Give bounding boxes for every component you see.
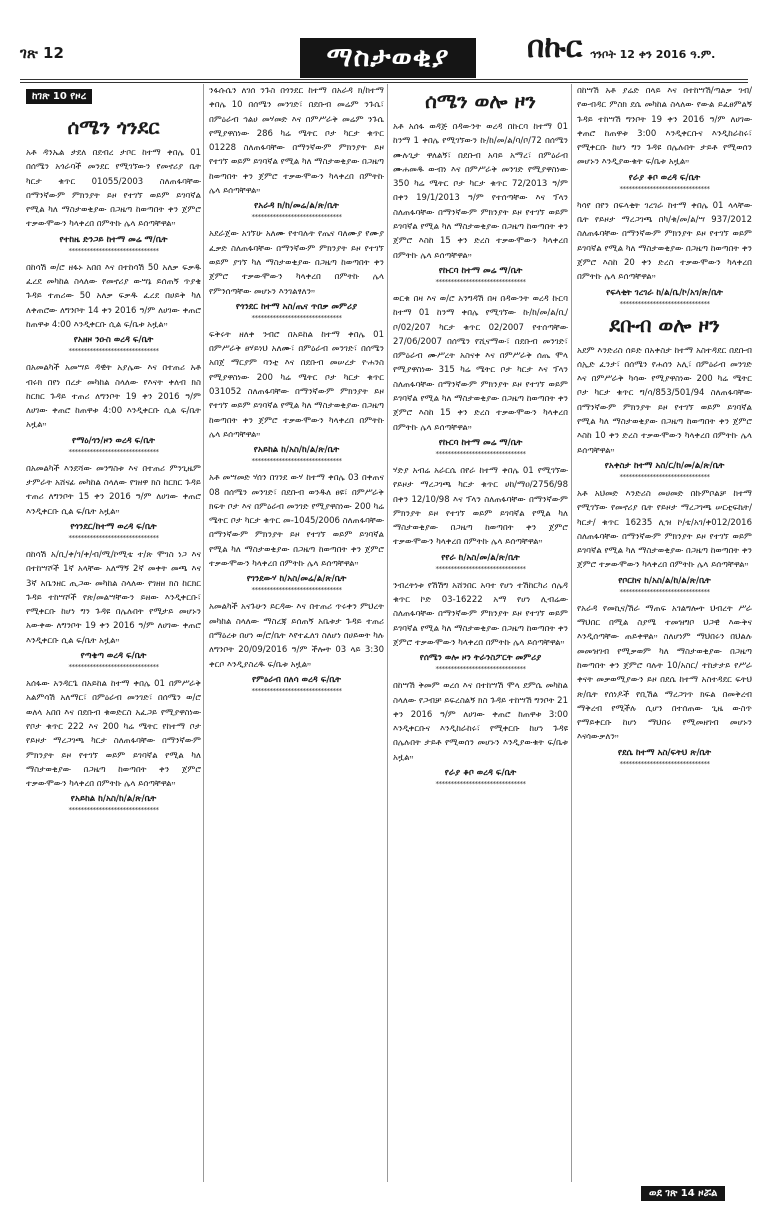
separator-stars: ****************************** [68,663,159,672]
region-heading: ሰሜን ወሎ ዞን [425,89,536,113]
separator-stars: ****************************** [68,246,159,255]
notice-signature: የኩርባ ከተማ መሬ ማ/ቤት [438,437,523,448]
notice-signature: የአዘዞ ንዑስ ወረዳ ፍ/ቤት [73,335,154,346]
notice-text: አቶ አሰፋ ወዳጅ በዳውንት ወረዳ በኩርባ ከተማ 01 ከንማ 1 ቀበሌ የሚገኘውን ኩ/ከ/መ/ል/ባ/ቦ/72 በሰሜን ሙሉጊታ ዋለልኝ፣ በደቡብ አባይ አማረ፣ በምዕራብ ሙሐመዱ ውብነ እና በምሥራቅ መንገድ የሚያዋስነው 350 ካሬ ሜትር ቦታ ካርታ ቁጥር 72/2013 ዓ/ም በቀን 19/1/2013 ዓ/ም የተሰጣቸው እና ፕላን ስለጠፋባቸው በማንኛውም ምክንያት ይዞ የተገኘ ወይም ይገባኛል የሚል ካለ ማስታወቂያው በጋዜጣ ከወጣበት ቀን ጀምሮ እስከ 15 ቀን ድረስ ተቃውሞውን ካላቀረበ በምትኩ ሌላ ይሰጣቸዋል። [393,122,568,261]
separator-stars: ****************************** [435,665,526,674]
column-divider [203,84,204,1182]
notice-text: አቶ አህመድ እንድሪስ መሀመድ በኩምቦልቻ ከተማ የሚገኘው የመኖሪያ ቤት የይዞታ ማረጋገጫ ሠርቲፍኬት/ካርታ/ ቁጥር 16235 ሊዝ ኮ/ቴ/አገ/ቀ012/2016 ስለጠፋባቸው በማንኛውም ምክንያት ይዞ የተገኘ ወይም ይገባኛል የሚል ካለ ማስታወቂያው በጋዜጣ ከወጣበት ቀን ጀምሮ ተቃውሞውን ካላቀረበ በምትኩ ሌላ ይሰጣቸዋል። [577,488,752,571]
region-heading: ሰሜን ጎንደር [67,115,160,139]
continued-label: ወደ ገጽ 14 ዞሯል [641,1186,725,1201]
separator-stars: ****************************** [435,449,526,458]
separator-stars: ****************************** [251,686,342,695]
notice-text: በአመልካች አመሣይ ዳዊት አያሌው እና በተጠሪ አቶ ብሩክ በየነ በረታ መካከል ስላለው የእናት ቀለብ ክስ ከርክር ጉዳይ ተጠሪ ለግንቦት 19 ቀን 2016 ዓ/ም ለሀገው ቀጠሮ ከጠዋቱ 4:00 እንዲቀርቡ ሲል ፍ/ቤት አዟል። [26,363,201,431]
notice-signature: የሰሜን ወሎ ዞን ትራንስፖርት መምሪያ [419,653,542,664]
notice-signature: የጎንደር ከተማ አስ/ጤና ጥበቃ መምሪያ [235,301,358,312]
notice-signature: የፍላቂት ገረገራ ከ/ል/ቤ/ኮ/አገ/ጽ/ቤት [606,287,723,298]
notice-signature: የጣቄጣ ወረዳ ፍ/ቤት [80,651,147,662]
page-number: ገጽ 12 [20,44,64,62]
notice-text: ፍቅሩት ዘለቀ ንብሮ በአይከል ከተማ ቀበሌ 01 በምሥራቅ ፀሃይነህ አለሙ፣ በምዕራብ መንገድ፣ በሰሜን አበጀ ማርያም ባንቲ እና በደቡብ መሠረታ ዮሐንስ የሚያዋስነው 200 ካሬ ሜትር ቦታ ካርታ ቁጥር 031052 ስለጠፋባቸው በማንኛውም ምክንያት ይዞ የተገኘ ወይም ይገባኛል የሚል ካለ ማስታወቂያው በጋዜጣ ከወጣበት ቀን ጀምሮ ተቃውሞውን ካላቀረበ በምትኩ ሌላ ይሰጣቸዋል። [209,329,384,440]
notice-text: በአመልካች እንደሻው መንግስቱ እና በተጠሪ ምንጊዜም ታምራት አሸናፊ መካከል ስላለው የገዘዋ ክስ ከርክር ጉዳይ ተጠሪ ለግንቦት 15 ቀን 2016 ዓ/ም ለሀገው ቀጠሮ እንዲቀርቡ ሲል ፍ/ቤት አዟል። [26,463,201,517]
column-3 [393,84,568,1182]
notice-signature: የየራ ከ/አስ/መ/ል/ጽ/ቤት [441,552,520,563]
notice-signature: የገንደውሃ ከ/አስ/መሬ/ል/ጽ/ቤት [246,574,347,585]
separator-stars: ****************************** [251,586,342,595]
column-2 [209,84,384,1182]
separator-stars: ****************************** [435,779,526,788]
notice-signature: የማዕ/ጎን/ዞን ወረዳ ፍ/ቤት [72,435,155,446]
notice-text: በከሳሽ አ/ቢ/ቀ/ገ/ቀ/ብ/ሚ/ኮሚቴ ተ/ጽ ሞገስ ነጋ እና በተከሣሾች 1ኛ አላቸው አለማኝ 2ኛ መቀት መጫ እና 3ኛ አቤንዘር ጢጋው መካከል ስላለው የገዘዘ ክስ ከርክር ጉዳይ ተከሣሾች የጽ/መልሣቸውን ይዘው እንዲቀርቡ፣ የሚቀርቡ ከሆነ ግን ጉዳዩ በሌሉበት የሚታይ መሆኑን አውቀው ለግንቦት 19 ቀን 2016 ዓ/ም ለሀገው ቀጠሮ እንዲቀርቡ ሲል ፍ/ቤት አዟል። [26,549,201,646]
notice-text: ሃድያ አብሬ አራርሴ በየራ ከተማ ቀበሌ 01 የሚገኘው የይዞታ ማረጋገጫ ካርታ ቁጥር ሀከ/ማዐ/2756/98 በቀን 12/10/98 እና ፕላን ስለጠፋባቸው በማንኛውም ምክንያት ይዞ የተገኘ ወይም ይገባኛል የሚል ካለ ማስታወቂያው በጋዜጣ ከወጣበት ቀን ጀምሮ ተቃውሞውን ካላቀረበ በምትኩ ሌላ ይሰጣቸዋል። [393,465,568,548]
header-rule [20,79,748,80]
column-divider [387,84,388,1182]
region-heading: ደቡብ ወሎ ዞን [609,312,720,337]
notice-text: ወርቁ በዛ እና ወ/ሮ አንግዳሽ በዛ በዳውንት ወረዳ ኩርባ ከተማ 01 ከንማ ቀበሌ የሚገኘው ኩ/ከ/መ/ል/ቢ/ቦ/02/207 ካርታ ቁጥር 02/2007 የተሰጣቸው 27/06/2007 በሰሜን የሺናማው፣ በደቡብ መንገድ፣ በምዕራብ ሙሥረት አስናቀ እና በምሥራቅ ሰጤ ሞላ የሚያዋስነው 315 ካሬ ሜትር ቦታ ካርታ እና ፕላን ስለጠፋባቸው በማንኛውም ምክንያት ይዞ የተገኘ ወይም ይገባኛል የሚል ካለ ማስታወቂያው በጋዜጣ ከወጣበት ቀን ጀምሮ እስከ 15 ቀን ድረስ ተቃውሞውን ካላቀረበ በምትኩ ሌላ ይሰጣቸዋል። [393,293,568,433]
notice-signature: የተከዜ ድንጋይ ከተማ መሬ ማ/ቤት [59,234,168,245]
separator-stars: ****************************** [619,184,710,193]
column-4 [577,84,752,1182]
notice-signature: የጎንደር/ከተማ ወረዳ ፍ/ቤት [70,521,157,532]
newspaper-name: በኩር [527,30,583,65]
notice-text: አቶ መሣመድ ሃሰን በገንደ ውሃ ከተማ ቀበሌ 03 በቀጠና 08 በሰሜን መንገድ፣ በደቡብ ወንዱለ ፀዩ፣ በምሥራቅ ክፍት ቦታ እና በምዕራብ መንገድ የሚያዋስነው 200 ካሬ ሜትር ቦታ ካርታ ቁጥር መ-1045/2006 ስለጠፋባቸው በማንኛውም ምክንያት ይዞ የተገኘ ወይም ይገባኛል የሚል ካለ ማስታወቂያው በጋዜጣ ከወጣበት ቀን ጀምሮ ተቃውሞውን ካላቀረበ በምትኩ ሌላ ይሰጣቸዋል። [209,473,384,570]
column-divider [571,84,572,1182]
notice-signature: የራያ ቆቦ ወረዳ ፍ/ቤት [628,172,701,183]
notice-text: ንብረትነቱ የሽሽግ አሸንበር አባተ የሆነ ተሽከርካሪ ሰሌዳ ቁጥር ኮድ 03-16222 አማ የሆነ ሊብሬው ስለጠፋባቸው በማንኛውም ምክንያት ይዞ የተገኘ ወይም ይገባኛል የሚል ካለ ማስታወቂያው በጋዜጣ ከወጣበት ቀን ጀምሮ ተቃውሞውን ካላቀረበ በምትኩ ሌላ ይሰጣቸዋል። [393,580,568,648]
separator-stars: ****************************** [68,447,159,456]
separator-stars: ****************************** [251,457,342,466]
notice-text: አመልካች አናጉሁን ይርዳው እና በተጠሪ ጥሩቀን ምህረት መካከል ስላለው ማስረጃ ይሰጠኝ አቤቱታ ጉዳይ ተጠሪ በማዕረቱ በሆነ ወ/ሮ/ቤት እየተፈለገ ስለሆነ በሀይወት ካሉ ለግንቦት 20/09/2016 ዓ/ም ችሎት 03 ላይ 3:30 ቀርቦ እንዲያስረዱ ፍ/ቤቱ አዟል። [209,602,384,670]
notice-text: በከሳሽ ወ/ሮ ዘፋኑ አበበ እና በተከሳሽ 50 አለቃ ፍቃዱ ፈረደ መካከል ስላለው የመኖሪያ ውሣኔ ይሰጠኝ ጥያቄ ጉዳይ ተጠሪው 50 አለቃ ፍቃዱ ፈረደ በሀይቅ ካለ ለቀጠሮው ለግንቦት 14 ቀን 2016 ዓ/ም ለሀገው ቀጠሮ ከጠዋቱ 4:00 እንዲቀርቡ ሲል ፍ/ቤቱ አዟል። [26,262,201,330]
separator-stars: ****************************** [251,313,342,322]
separator-stars: ****************************** [68,347,159,356]
notice-signature: የአይከል ከ/አስ/ከ/ል/ጽ/ቤት [253,445,340,456]
notice-text: የአራዳ የመኪና/ሽራ ማጠፍ አገልግሎት ህብረት ሥራ ማህበር በሚል ስያሜ ተመዝግቦ ህጋዊ እውቅና እንዲሰጣቸው ጠይቀዋል። ስለሆነም ማህበሩን በህልሉ መመዝገብ የሚቃወም ካለ ማስታወቂያው በጋዜጣ ከወጣበት ቀን ጀምሮ ባሉት 10/አስር/ ተከታታይ የሥራ ቀናት መቃወሚያውን ይዞ በደሴ ከተማ አስተዳደር ፍትህ ጽ/ቤት የሰነዶች የቢሽል ማረጋገጥ ክፍል በመቅረብ ማቅረብ የሚችሉ ሲሆን በተሰጠው ጊዜ ውስጥ የማይቀርቡ ከሆነ ማህበሩ የሚመዘገብ መሆኑን እናሳውቃለን። [577,603,752,743]
notice-text: ንፋሱሴን ለገሰ ንጉስ በጎንደር ከተማ በአራዳ ክ/ከተማ ቀበሌ 10 በሰሜን መንገድ፣ በደቡብ መሬም ንጉሴ፣ በምዕራብ ኅልሀ መሃመድ እና በምሥራቅ መሬም ንጉሴ የሚያዋስነው 286 ካሬ ሜትር ቦታ ካርታ ቁጥር 01228 ስለጠፋባቸው በማንኛውም ምክንያት ይዞ የተገኘ ወይም ይገባኛል የሚል ካለ ማስታወቂያው በጋዜጣ ከወጣበት ቀን ጀምሮ ተቃውሞውን ካላቀረበ በምትኩ ሌላ ይሰጣቸዋል። [209,86,384,197]
issue-date: ኅንቦት 12 ቀን 2016 ዓ.ም. [590,48,716,61]
separator-stars: ****************************** [68,806,159,815]
notice-signature: የምዕራብ በለሳ ወረዳ ፍ/ቤት [251,674,342,685]
header-rule-2 [20,82,748,83]
notice-text: አደራጀው አገኘሁ አለሙ የተባሉት የጤና ባለሙያ የሙያ ፈቃድ ስለጠፋባቸው በማንኛውም ምክንያት ይዞ የተገኘ ወይም ያገኘ ካለ ማስታወቂያው በጋዜጣ ከወጣበት ቀን ጀምሮ ተቃውሞውን ካላቀረበ በምትኩ ሌላ የምንሰጣቸው መሆኑን እንገልፃለን። [209,229,384,297]
separator-stars: ****************************** [619,587,710,596]
notice-text: በከሣሽ አቶ ያሬድ በላይ እና በተከሣሽ/ጣልቃ ገብ/የውብዳር ምስክ ደሴ መካከል ስላለው የውል ይፈፀምልኝ ጉዳይ ተከሣሽ ግንቦት 19 ቀን 2016 ዓ/ም ለሀገው ቀጠሮ ከጠዋቱ 3:00 እንዲቀርቡና እንዲከራከሩ፣ የሚቀርቡ ከሆነ ግን ጉዳዩ በሌሉበት ታይቶ የሚወሰን መሆኑን እንዲያውቁት ፍ/ቤቱ አዟል። [577,86,752,168]
notice-signature: የደሴ ከተማ አስ/ፍትህ ጽ/ቤት [617,747,712,758]
notice-signature: የቦርከና ከ/አስ/ል/ከ/ል/ጽ/ቤት [618,575,711,586]
section-title: ማስታወቂያ [300,38,476,78]
separator-stars: ****************************** [68,533,159,542]
notice-signature: የአቀስታ ከተማ አስ/ር/ከ/መ/ል/ጽ/ቤት [604,460,725,471]
separator-stars: ****************************** [251,213,342,222]
notice-text: ካሳየ በየን በፍላቂት ገረገራ ከተማ ቀበሌ 01 ላላቸው ቤት የይዞታ ማረጋገጫ በካ/ቁ/መ/ል/ሣ 937/2012 ስለጠፋባቸው በማንኛውም ምክንያት ይዞ የተገኘ ወይም ይገባኛል የሚል ካለ ማስታወቂያው በጋዜጣ ከወጣበት ቀን ጀምሮ እስከ 20 ቀን ድረስ ተቃውሞውን ካላቀረበ በምትኩ ሌላ ይሰጣቸዋል። [577,200,752,283]
continued-from-label: ከገጽ 10 የዞረ [26,89,92,104]
notice-text: በከሣሽ ቅመም ወረሰ እና በተከሣሽ ሞላ ደምሴ መካከል ስላለው የጋብቻ ይፍረስልኝ ክስ ጉዳይ ተከሣሽ ግንቦት 21 ቀን 2016 ዓ/ም ለሀገው ቀጠሮ ከጠዋቱ 3:00 እንዲቀርቡና እንዲከራከሩ፣ የሚቀርቡ ከሆነ ጉዳዩ በሌሉበት ታይቶ የሚወሰን መሆኑን እንዲያውቁት ፍ/ቤቱ አዟል። [393,681,568,763]
separator-stars: ****************************** [435,564,526,573]
notice-signature: የአራዳ ክ/ከ/መሬ/ል/ጽ/ቤት [254,201,339,212]
separator-stars: ****************************** [619,299,710,308]
page-header [0,0,768,80]
notice-signature: የአይከል ከ/አስ/ከ/ል/ጽ/ቤት [70,794,157,805]
notice-text: አሰፋው አንዳርጌ በአይከል ከተማ ቀበሌ 01 በምሥራቅ አልምሳሽ አለማር፣ በምዕራብ መንገድ፣ በሰሜን ወ/ሮ ወለላ አበበ እና በደቡብ ቁወድርስ አፈጋይ የሚያዋስነው የቦታ ቁጥር 222 እና 200 ካሬ ሜትር የከተማ ቦታ የይዞታ ማረጋገጫ ካርታ ስለጠፋባቸው በማንኛውም ምክንያት ይዞ የተገኘ ወይም ይገባኛል የሚል ካለ ማስታወቂያው በጋዜጣ ከወጣበት ቀን ጀምሮ ተቃውሞውን ካላቀረበ በምትኩ ሌላ ይሰጣቸዋል። [26,679,201,790]
separator-stars: ****************************** [435,277,526,286]
notice-signature: የኩርባ ከተማ መሬ ማ/ቤት [438,265,523,276]
notice-signature: የራያ ቆቦ ወረዳ ፍ/ቤት [444,767,517,778]
notice-text: አደም እንድሪስ ሰይድ በአቀስታ ከተማ አስተዳደር በደቡብ ሰኢድ ፈንታ፣ በሰሜን የሐሰን አሊ፣ በምዕራብ መንገድ እና በምሥራቅ ካሳው የሚያዋስነው 200 ካሬ ሜትር ቦታ ካርታ ቁጥር ግ/ሳ/853/501/94 ስለጠፋባቸው በማንኛውም ምክንያት ይዞ የተገኘ ወይም ይገባኛል የሚል ካለ ማስታወቂያው በጋዜጣ ከወጣበት ቀን ጀምሮ እስከ 10 ቀን ድረስ ተቃውሞውን ካላቀረበ በምትኩ ሌላ ይሰጣቸዋል። [577,345,752,456]
column-1 [26,84,201,1182]
separator-stars: ****************************** [619,472,710,481]
notice-text: አቶ ዳንኤል ታደለ በደብረ ታቦር ከተማ ቀበሌ 01 በሰሜን አጎራባች መንደር የሚገኘውን የመኖሪያ ቤት ካርታ ቁጥር 01055/2003 ስለጠፋባቸው በማንኛውም ምክንያት ይዞ የተገኘ ወይም ይገባኛል የሚል ካለ ማስታወቂያው በጋዜጣ ከወጣበት ቀን ጀምሮ ተቃውሞውን ካላቀረበ በምትኩ ሌላ ይሰጣቸዋል። [26,148,201,230]
separator-stars: ****************************** [619,759,710,768]
